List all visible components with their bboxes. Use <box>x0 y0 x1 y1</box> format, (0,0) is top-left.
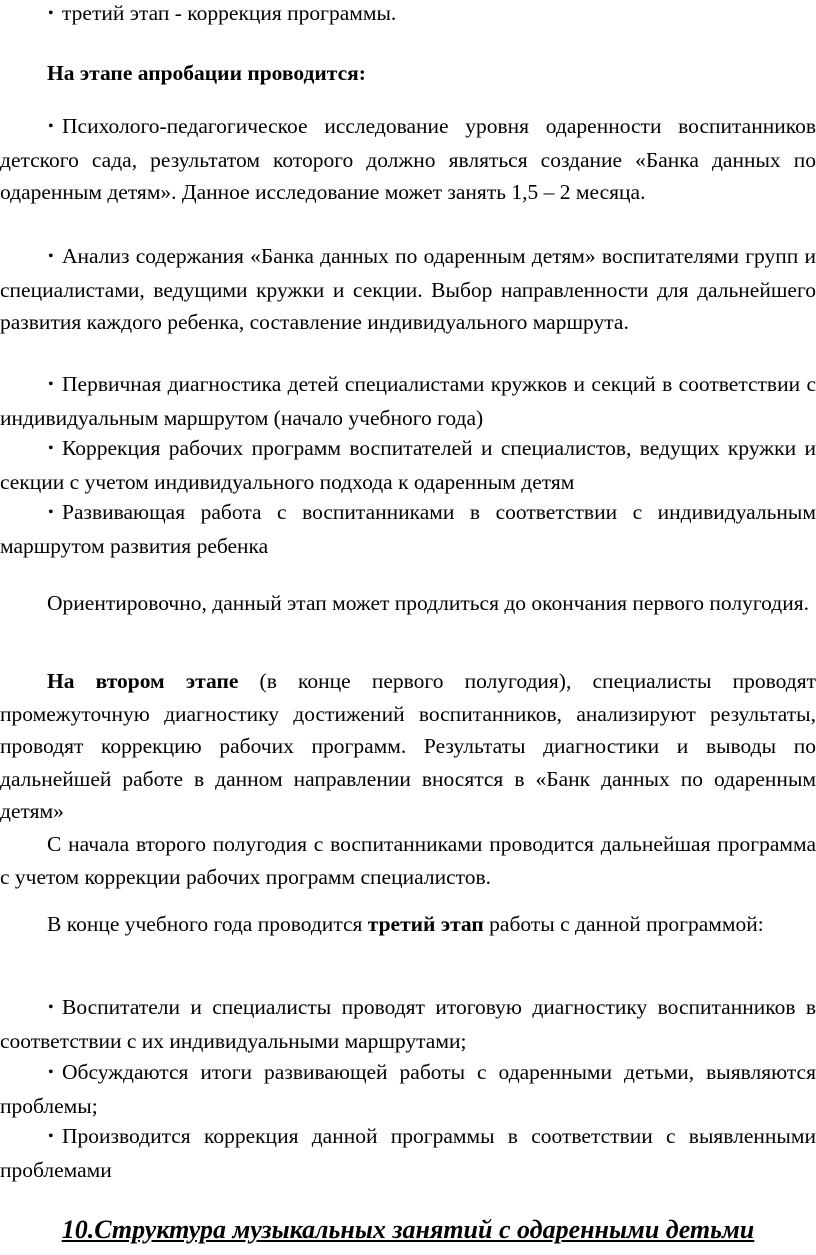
list-item-text: Развивающая работа с воспитанниками в соответствии с индивидуальным маршрутом развития ребенка <box>0 500 816 558</box>
bullet-icon: • <box>48 5 54 22</box>
third-stage-label: третий этап <box>367 912 484 936</box>
bullet-icon: • <box>48 1128 54 1145</box>
bullet-icon: • <box>48 248 54 265</box>
list-item <box>0 496 816 562</box>
list-item-text: Анализ содержания «Банка данных по одаренным детям» воспитателями групп и специалистами, ведущими кружки и секции. Выбор направленности для дальнейшего развития каждого ребенка, составление индивидуального маршрута. <box>0 244 816 334</box>
bullet-icon: • <box>48 376 54 393</box>
list-item <box>0 991 816 1057</box>
paragraph-second-half: С начала второго полугодия с воспитанниками проводится дальнейшая программа с учетом коррекции рабочих программ специалистов. <box>0 832 816 889</box>
paragraph-duration: Ориентировочно, данный этап может продлиться до окончания первого полугодия. <box>47 591 809 615</box>
list-item <box>0 432 816 498</box>
bullet-icon: • <box>48 504 54 521</box>
list-item <box>0 110 816 209</box>
second-stage-label: На втором этапе <box>47 669 239 693</box>
list-item-text: третий этап - коррекция программы. <box>62 1 397 25</box>
bullet-icon: • <box>48 1064 54 1081</box>
paragraph-third-stage <box>0 908 816 941</box>
list-item <box>0 368 816 434</box>
bullet-icon: • <box>48 440 54 457</box>
bullet-icon: • <box>48 118 54 135</box>
list-item-text: Психолого-педагогическое исследование уровня одаренности воспитанников детского сада, результатом которого должно являться создание «Банка данных по одаренным детям». Данное исследование может занять 1,5 – 2 месяца. <box>0 114 816 204</box>
bullet-icon: • <box>48 999 54 1016</box>
third-stage-pre: В конце учебного года проводится <box>47 912 368 936</box>
list-item-text: Коррекция рабочих программ воспитателей и специалистов, ведущих кружки и секции с учетом индивидуального подхода к одаренным детям <box>0 436 816 494</box>
list-item-text: Производится коррекция данной программы в соответствии с выявленными проблемами <box>0 1124 816 1182</box>
third-stage-post: работы с данной программой: <box>483 912 764 936</box>
list-item <box>0 0 816 31</box>
second-stage-text: (в конце первого полугодия), специалисты проводят промежуточную диагностику достижений воспитанников, анализируют результаты, проводят коррекцию рабочих программ. Результаты диагностики и выводы по дальнейшей работе в данном направлении вносятся в «Банк данных по одаренным детям» <box>0 669 816 823</box>
list-item <box>0 1056 816 1122</box>
section-subheading: На этапе апробации проводится: <box>47 61 366 85</box>
list-item-text: Первичная диагностика детей специалистами кружков и секций в соответствии с индивидуальным маршрутом (начало учебного года) <box>0 372 816 430</box>
section-heading: 10.Структура музыкальных занятий с одаренными детьми <box>61 1215 755 1244</box>
paragraph-second-stage <box>0 665 816 828</box>
list-item-text: Обсуждаются итоги развивающей работы с одаренными детьми, выявляются проблемы; <box>0 1060 816 1118</box>
list-item-text: Воспитатели и специалисты проводят итоговую диагностику воспитанников в соответствии с их индивидуальными маршрутами; <box>0 995 816 1053</box>
list-item <box>0 1120 816 1186</box>
list-item <box>0 240 816 339</box>
